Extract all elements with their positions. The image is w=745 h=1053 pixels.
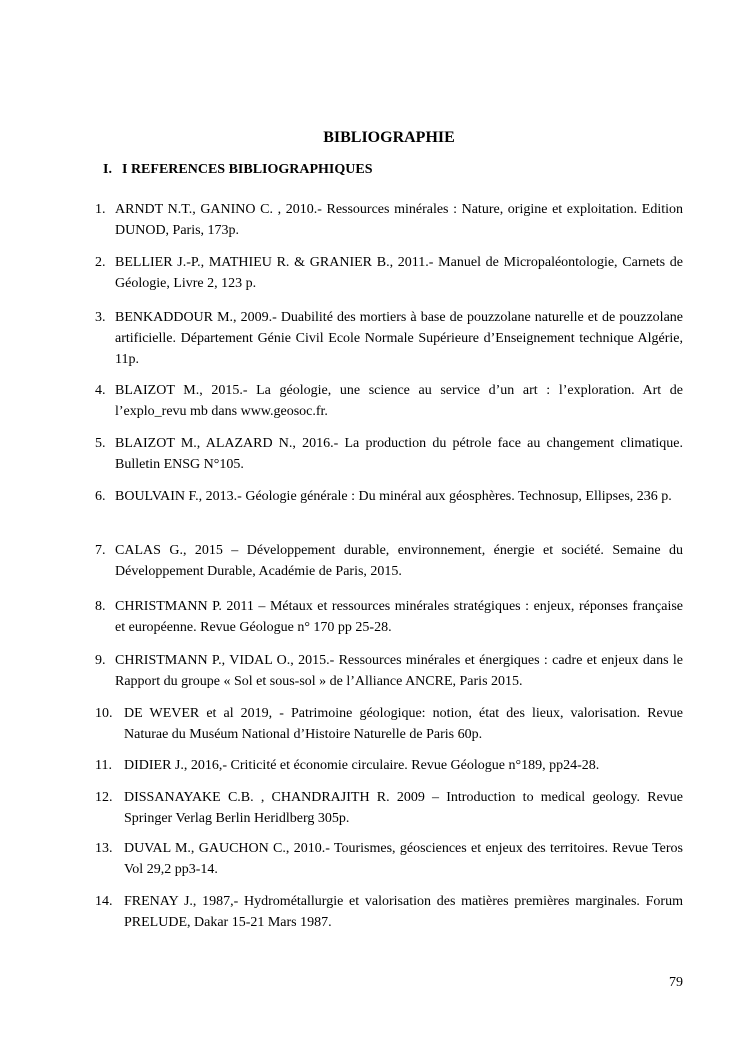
reference-item: [95, 252, 683, 294]
reference-item: [95, 433, 683, 475]
reference-number: 9.: [95, 653, 106, 668]
reference-item: [95, 307, 683, 370]
reference-number: 4.: [95, 383, 106, 398]
reference-item: [95, 540, 683, 582]
section-label: I REFERENCES BIBLIOGRAPHIQUES: [122, 162, 373, 177]
reference-text: BOULVAIN F., 2013.- Géologie générale : Du minéral aux géosphères. Technosup, Ellipses, 236 p.: [115, 489, 672, 504]
reference-number: 3.: [95, 310, 106, 325]
page-title: BIBLIOGRAPHIE: [323, 129, 455, 146]
reference-number: 13.: [95, 841, 113, 856]
reference-item: [95, 380, 683, 422]
reference-number: 1.: [95, 202, 106, 217]
reference-number: 11.: [95, 758, 112, 773]
reference-text: DE WEVER et al 2019, - Patrimoine géologique: notion, état des lieux, valorisation. Revue Naturae du Muséum National d’Histoire Naturelle de Paris 60p.: [124, 706, 683, 742]
reference-text: FRENAY J., 1987,- Hydrométallurgie et valorisation des matières premières marginales. Forum PRELUDE, Dakar 15-21 Mars 1987.: [124, 894, 683, 930]
reference-item: [95, 199, 683, 241]
reference-number: 10.: [95, 706, 113, 721]
reference-text: BELLIER J.-P., MATHIEU R. & GRANIER B., 2011.- Manuel de Micropaléontologie, Carnets de Géologie, Livre 2, 123 p.: [115, 255, 683, 291]
section-number: I.: [103, 162, 112, 177]
reference-text: DIDIER J., 2016,- Criticité et économie circulaire. Revue Géologue n°189, pp24-28.: [124, 758, 600, 773]
reference-number: 12.: [95, 790, 113, 805]
reference-item: [95, 486, 683, 507]
reference-number: 7.: [95, 543, 106, 558]
reference-item: [95, 596, 683, 638]
reference-item: [95, 838, 683, 880]
section-heading: [103, 161, 373, 179]
reference-text: DISSANAYAKE C.B. , CHANDRAJITH R. 2009 – Introduction to medical geology. Revue Springer Verlag Berlin Heridlberg 305p.: [124, 790, 683, 826]
reference-number: 5.: [95, 436, 106, 451]
reference-text: BLAIZOT M., ALAZARD N., 2016.- La production du pétrole face au changement climatique. Bulletin ENSG N°105.: [115, 436, 683, 472]
reference-number: 2.: [95, 255, 106, 270]
reference-text: CALAS G., 2015 – Développement durable, environnement, énergie et société. Semaine du Développement Durable, Académie de Paris, 2015.: [115, 543, 683, 579]
reference-text: BENKADDOUR M., 2009.- Duabilité des mortiers à base de pouzzolane naturelle et de pouzzolane artificielle. Département Génie Civil Ecole Normale Supérieure d’Enseignement technique Algérie, 11p.: [115, 310, 683, 367]
reference-text: DUVAL M., GAUCHON C., 2010.- Tourismes, géosciences et enjeux des territoires. Revue Teros Vol 29,2 pp3-14.: [124, 841, 683, 877]
reference-item: [95, 891, 683, 933]
page-number: 79: [669, 975, 683, 990]
reference-text: BLAIZOT M., 2015.- La géologie, une science au service d’un art : l’exploration. Art de l’explo_revu mb dans www.geosoc.fr.: [115, 383, 683, 419]
reference-text: CHRISTMANN P., VIDAL O., 2015.- Ressources minérales et énergiques : cadre et enjeux dans le Rapport du groupe « Sol et sous-sol » de l’Alliance ANCRE, Paris 2015.: [115, 653, 683, 689]
reference-number: 6.: [95, 489, 106, 504]
reference-text: ARNDT N.T., GANINO C. , 2010.- Ressources minérales : Nature, origine et exploitation. Edition DUNOD, Paris, 173p.: [115, 202, 683, 238]
reference-text: CHRISTMANN P. 2011 – Métaux et ressources minérales stratégiques : enjeux, réponses française et européenne. Revue Géologue n° 170 pp 25-28.: [115, 599, 683, 635]
reference-item: [95, 787, 683, 829]
reference-item: [95, 703, 683, 745]
reference-item: [95, 650, 683, 692]
reference-number: 14.: [95, 894, 113, 909]
reference-item: [95, 755, 683, 776]
reference-number: 8.: [95, 599, 106, 614]
